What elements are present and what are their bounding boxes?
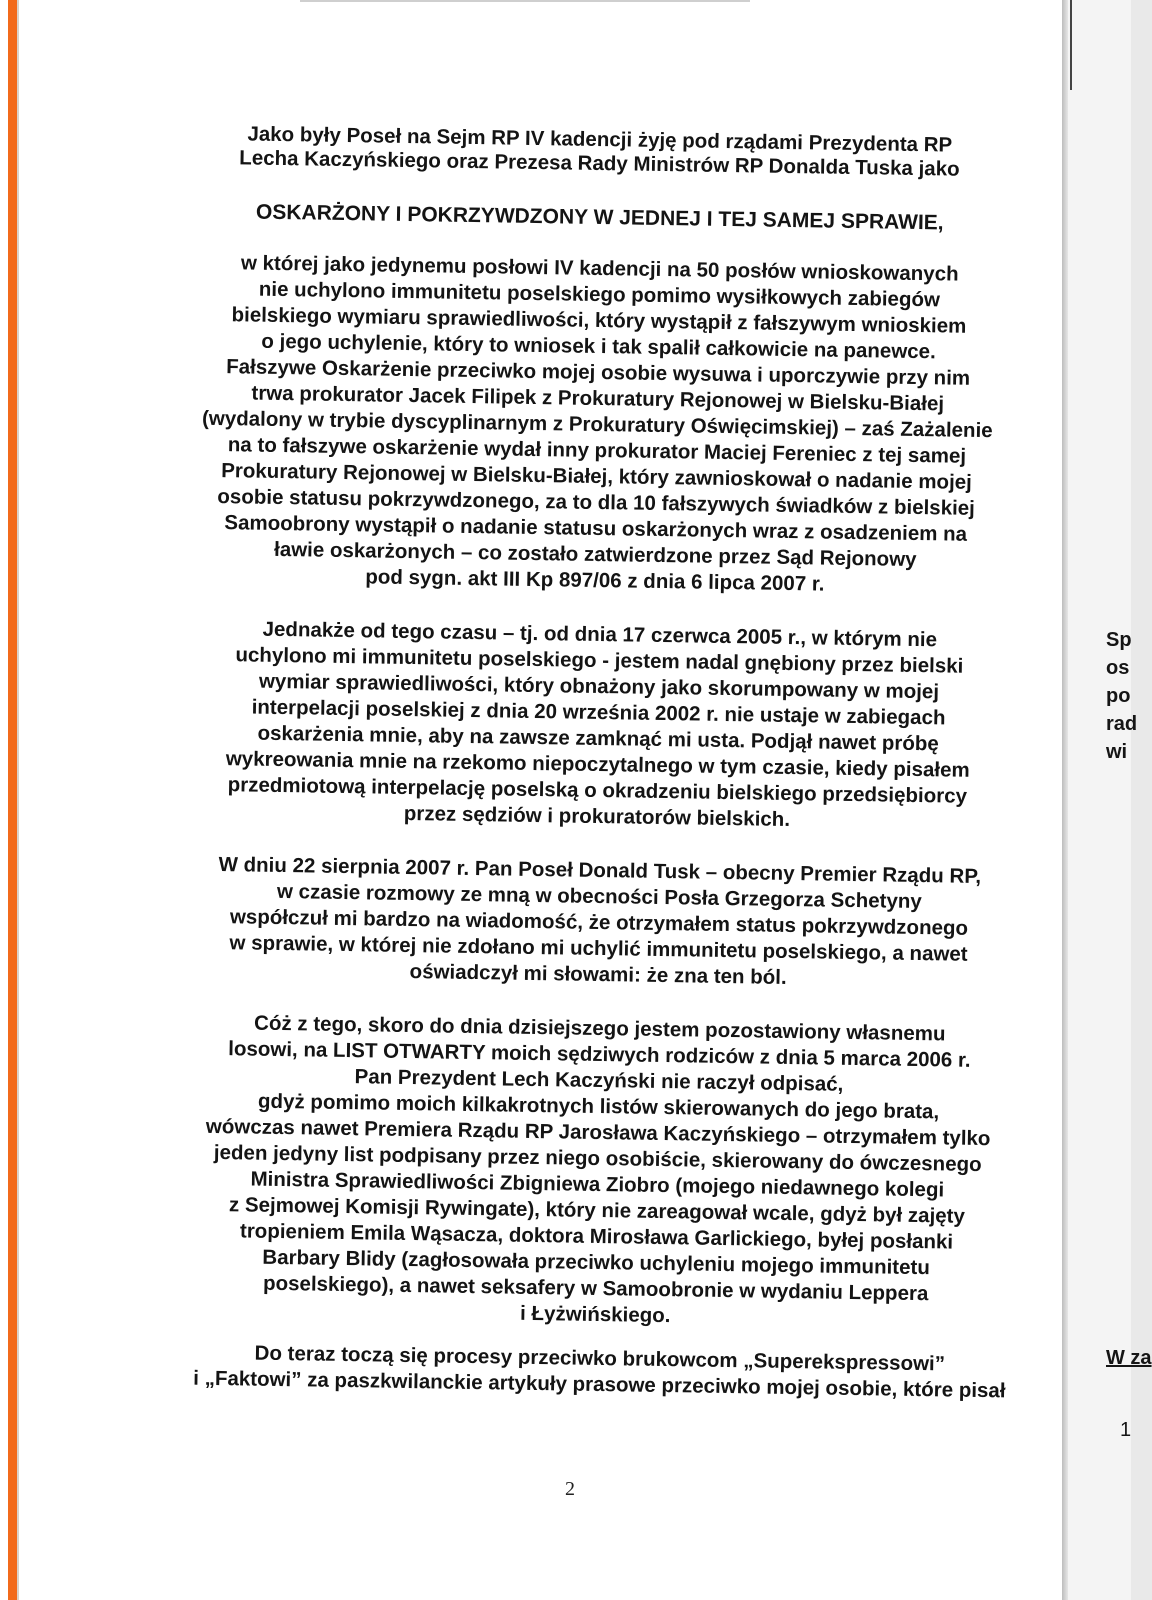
text-line: Do teraz toczą się procesy przeciwko brukowcom „Superekspressowi” — [254, 1341, 946, 1376]
top-scan-line — [300, 0, 750, 2]
adjacent-page-edge — [1068, 0, 1152, 1600]
paragraph-intro — [149, 121, 1050, 183]
text-line: przedmiotową interpelację poselską o okradzeniu bielskiego przedsiębiorcy — [227, 773, 968, 808]
text-line: losowi, na LIST OTWARTY moich sędziwych rodziców z dnia 5 marca 2006 r. — [228, 1037, 971, 1072]
text-line: Lecha Kaczyńskiego oraz Prezesa Rady Ministrów RP Donalda Tuska jako — [239, 146, 960, 181]
text-line: Jednakże od tego czasu – tj. od dnia 17 czerwca 2005 r., w którym nie — [262, 617, 938, 652]
text-line: Jako były Poseł na Sejm RP IV kadencji żyję pod rządami Prezydenta RP — [247, 122, 953, 157]
adjacent-page-fragment: rad — [1106, 713, 1138, 735]
paragraph-persecution — [147, 615, 1050, 837]
paragraph-heading — [150, 199, 1050, 237]
text-line: osobie statusu pokrzywdzonego, za to dla 10 fałszywych świadków z bielskiej — [217, 485, 976, 520]
text-line: Cóż z tego, skoro do dnia dzisiejszego jestem pozostawiony własnemu — [253, 1011, 946, 1046]
text-line: Pan Prezydent Lech Kaczyński nie raczył odpisać, — [354, 1065, 844, 1096]
binder-edge — [8, 0, 17, 1600]
adjacent-page-fragment: 1 — [1120, 1419, 1132, 1441]
text-line: wówczas nawet Premiera Rządu RP Jarosława Kaczyńskiego – otrzymałem tylko — [205, 1114, 991, 1151]
text-line: oskarżenia mnie, aby na zawsze zamknąć mi usta. Podjął nawet próbę — [257, 721, 939, 756]
adjacent-page-fragment: po — [1106, 685, 1131, 707]
text-line: w sprawie, w której nie zdołano mi uchylić immunitetu poselskiego, a nawet — [229, 931, 968, 966]
adjacent-page-fragment: os — [1106, 657, 1130, 679]
paragraph-accusation — [145, 249, 1050, 601]
text-line: poselskiego), a nawet seksafery w Samoobronie w wydaniu Leppera — [262, 1271, 929, 1306]
text-line: pod sygn. akt III Kp 897/06 z dnia 6 lipca 2007 r. — [365, 565, 825, 596]
text-line: przez sędziów i prokuratorów bielskich. — [403, 801, 791, 832]
text-line: Prokuratury Rejonowej w Bielsku-Białej, który zawnioskował o nadanie mojej — [221, 459, 973, 494]
text-line: Ministra Sprawiedliwości Zbigniewa Ziobro (mojego niedawnego kolegi — [250, 1167, 945, 1202]
text-line: Samoobrony wystąpił o nadanie statusu oskarżonych wraz z osadzeniem na — [224, 511, 968, 546]
text-line: jeden jedyny list podpisany przez niego osobiście, skierowany do ówczesnego — [213, 1140, 982, 1177]
text-line: ławie oskarżonych – co zostało zatwierdzone przez Sąd Rejonowy — [273, 537, 917, 572]
text-line: Barbary Blidy (zagłosowała przeciwko uchyleniu mojego immunitetu — [262, 1245, 931, 1280]
text-line: tropieniem Emila Wąsacza, doktora Mirosława Garlickiego, byłej posłanki — [239, 1219, 954, 1254]
text-line: oświadczył mi słowami: że zna ten ból. — [409, 960, 787, 989]
text-line: z Sejmowej Komisji Rywingate), który nie zareagował wcale, gdyż był zajęty — [228, 1193, 966, 1228]
text-line: wymiar sprawiedliwości, który obnażony jako skorumpowany w mojej — [258, 669, 940, 704]
text-line: uchylono mi immunitetu poselskiego - jestem nadal gnębiony przez bielski — [235, 643, 964, 678]
text-line: W dniu 22 sierpnia 2007 r. Pan Poseł Donald Tusk – obecny Premier Rządu RP, — [218, 853, 982, 888]
text-line: współczuł mi bardzo na wiadomość, że otrzymałem status pokrzywdzonego — [229, 905, 969, 940]
text-line: i „Faktowi” za paszkwilanckie artykuły prasowe przeciwko mojej osobie, które pisał — [193, 1366, 1006, 1403]
page-number: 2 — [565, 1478, 575, 1500]
adjacent-page-fragment: Sp — [1106, 629, 1132, 651]
adjacent-page-fragment: W za — [1106, 1347, 1152, 1369]
text-line: trwa prokurator Jacek Filipek z Prokuratury Rejonowej w Bielsku-Białej — [251, 381, 945, 416]
text-line: w czasie rozmowy ze mną w obecności Posła Grzegorza Schetyny — [276, 879, 922, 914]
text-line: wykreowania mnie na rzekomo niepoczytalnego w tym czasie, kiedy pisałem — [225, 747, 970, 782]
text-line: nie uchylono immunitetu poselskiego pomimo wysiłkowych zabiegów — [258, 277, 941, 312]
text-line: OSKARŻONY I POKRZYWDZONY W JEDNEJ I TEJ SAMEJ SPRAWIE, — [255, 200, 944, 235]
text-line: na to fałszywe oskarżenie wydał inny prokurator Maciej Fereniec z tej samej — [227, 433, 967, 468]
text-line: (wydalony w trybie dyscyplinarnym z Prokuratury Oświęcimskiej) – zaś Zażalenie — [201, 406, 993, 443]
text-line: gdyż pomimo moich kilkakrotnych listów skierowanych do jego brata, — [257, 1089, 940, 1124]
text-line: Fałszywe Oskarżenie przeciwko mojej osobie wysuwa i uporczywie przy nim — [226, 355, 971, 390]
page-fold-mark — [1070, 0, 1072, 90]
text-line: interpelacji poselskiej z dnia 20 września 2002 r. nie ustaje w zabiegach — [251, 695, 946, 730]
paragraph-open-letter — [145, 1009, 1050, 1335]
adjacent-page-fragment: wi — [1106, 741, 1128, 763]
text-line: i Łyżwińskiego. — [519, 1301, 671, 1328]
paragraph-tusk — [148, 851, 1050, 995]
text-line: w której jako jedynemu posłowi IV kadencji na 50 posłów wnioskowanych — [240, 251, 959, 286]
text-line: bielskiego wymiaru sprawiedliwości, który wystąpił z fałszywym wnioskiem — [231, 303, 967, 338]
paragraph-lawsuits — [149, 1339, 1050, 1405]
text-line: o jego uchylenie, który to wniosek i tak spalił całkowicie na panewce. — [261, 329, 936, 364]
binder-edge-shadow — [17, 0, 19, 1600]
